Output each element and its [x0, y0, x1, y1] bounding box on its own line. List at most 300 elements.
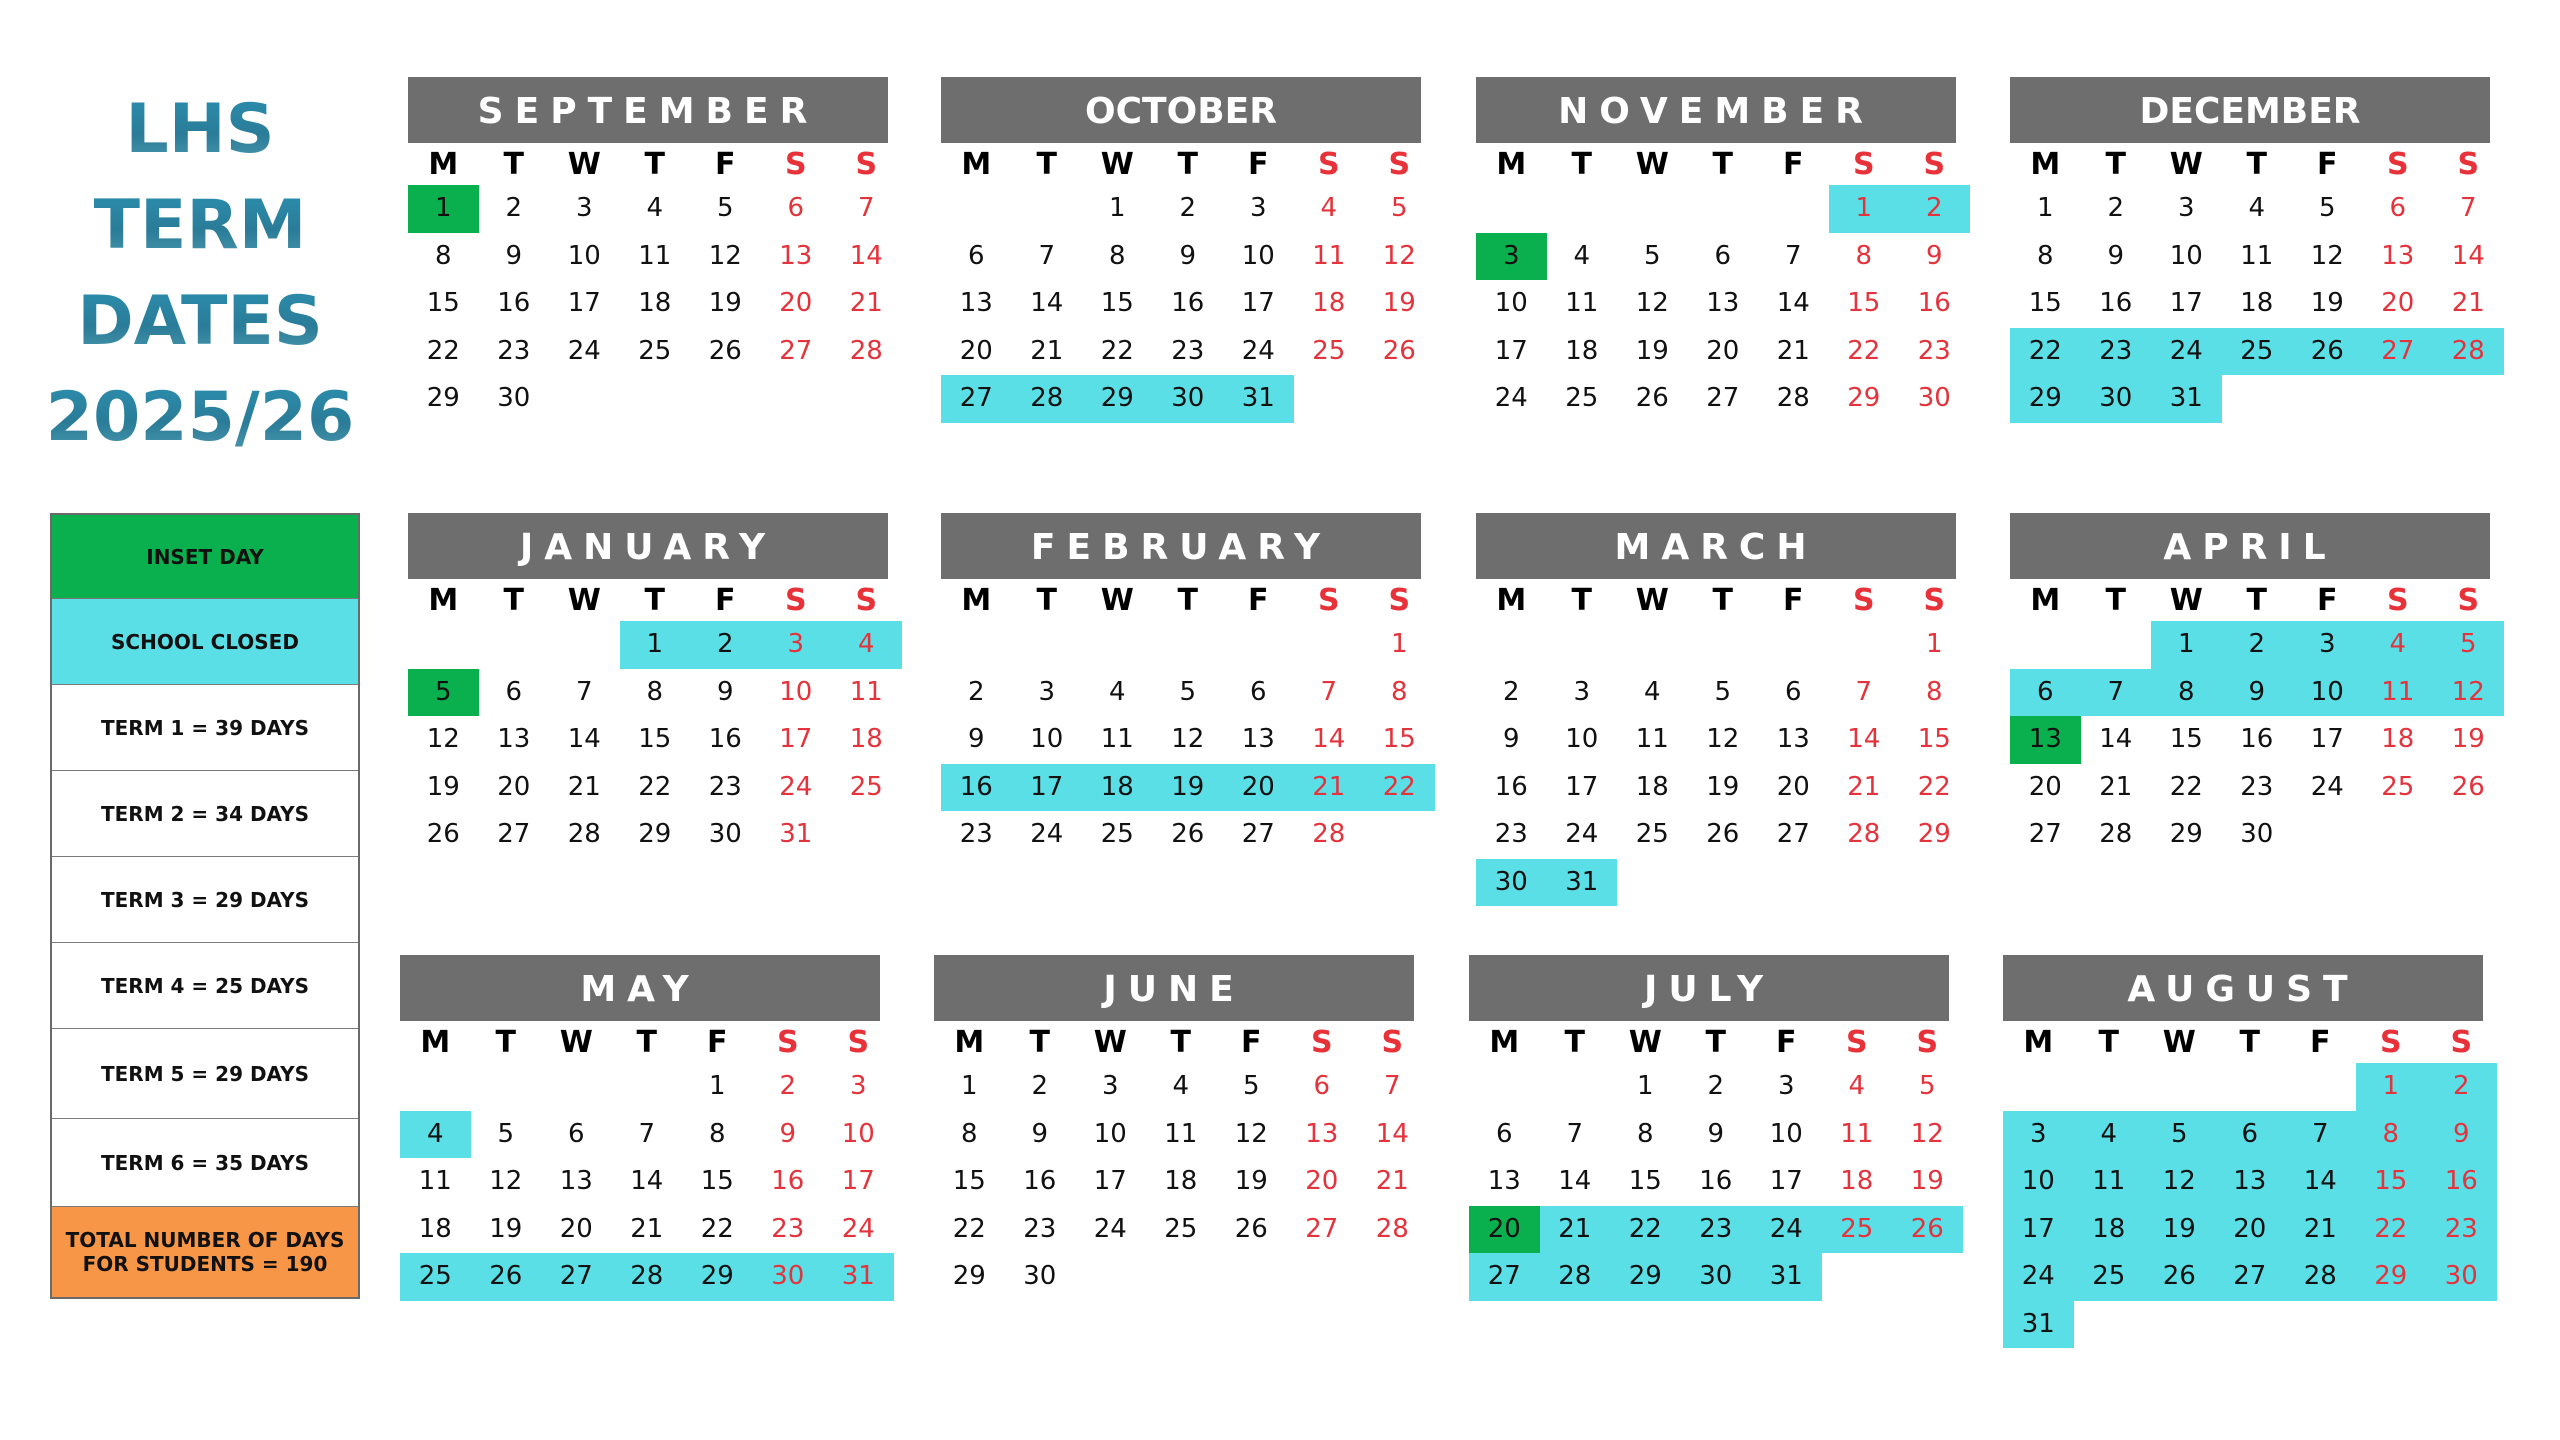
day-cell: 25	[1164, 1213, 1198, 1244]
day-cell: 4	[2074, 1111, 2145, 1159]
day-cell: 14	[1776, 288, 1810, 318]
day-cell: 17	[567, 288, 601, 318]
weekday-header: F	[1248, 147, 1269, 182]
day-cell: 10	[1241, 240, 1275, 271]
day-cell: 9	[2426, 1111, 2497, 1159]
legend-item-total: TOTAL NUMBER OF DAYS FOR STUDENTS = 190	[52, 1207, 358, 1297]
day-cell: 10	[1769, 1118, 1803, 1149]
weekday-header: S	[1317, 147, 1340, 182]
day-cell: 16	[1023, 1166, 1057, 1196]
day-cell: 17	[1241, 288, 1275, 318]
day-cell: 23	[1023, 1213, 1057, 1244]
day-cell: 23	[1171, 335, 1205, 366]
month-august	[2003, 955, 2483, 1348]
day-cell: 16	[2240, 724, 2274, 754]
day-cell: 29	[426, 383, 460, 413]
day-cell: 25	[1312, 335, 1346, 366]
day-cell: 7	[2081, 669, 2152, 717]
day-cell: 28	[1375, 1213, 1409, 1244]
month-days-grid	[934, 1021, 1414, 1301]
day-cell: 14	[1375, 1118, 1409, 1149]
day-cell: 22	[426, 335, 460, 366]
day-cell: 4	[1108, 676, 1126, 707]
day-cell: 19	[1635, 335, 1669, 366]
day-cell: 8	[1108, 240, 1126, 271]
day-cell: 19	[708, 288, 742, 318]
empty-cell	[1758, 185, 1829, 233]
day-cell: 8	[1636, 1118, 1654, 1149]
weekday-header: W	[567, 583, 601, 618]
weekday-header: T	[644, 147, 665, 182]
day-cell: 29	[2010, 375, 2081, 423]
weekday-header: T	[1705, 1025, 1726, 1060]
day-cell: 3	[1249, 193, 1267, 223]
day-cell: 25	[400, 1253, 471, 1301]
day-cell: 2	[2107, 193, 2125, 223]
day-cell: 25	[638, 335, 672, 366]
weekday-header: F	[707, 1025, 728, 1060]
day-cell: 11	[2074, 1158, 2145, 1206]
day-cell: 23	[771, 1213, 805, 1244]
day-cell: 15	[1628, 1166, 1662, 1196]
day-cell: 15	[638, 724, 672, 754]
month-april	[2010, 513, 2490, 859]
day-cell: 24	[1751, 1206, 1822, 1254]
month-october	[941, 77, 1421, 423]
day-cell: 27	[1706, 383, 1740, 413]
weekday-header: S	[1923, 147, 1946, 182]
day-cell: 15	[952, 1166, 986, 1196]
day-cell: 21	[1540, 1206, 1611, 1254]
day-cell: 22	[700, 1213, 734, 1244]
day-cell: 29	[2169, 819, 2203, 849]
weekday-header: S	[1923, 583, 1946, 618]
day-cell: 30	[2426, 1253, 2497, 1301]
day-cell: 25	[849, 771, 883, 802]
month-days-grid	[1476, 143, 1956, 423]
month-days-grid	[1476, 579, 1956, 906]
day-cell: 3	[2003, 1111, 2074, 1159]
day-cell: 21	[1776, 335, 1810, 366]
day-cell: 20	[779, 288, 813, 318]
legend-item-plain: TERM 4 = 25 DAYS	[52, 943, 358, 1029]
day-cell: 9	[716, 676, 734, 707]
day-cell: 10	[567, 240, 601, 271]
day-cell: 8	[1390, 676, 1408, 707]
day-cell: 17	[1093, 1166, 1127, 1196]
day-cell: 18	[2381, 724, 2415, 754]
empty-cell	[400, 1063, 471, 1111]
day-cell: 28	[1012, 375, 1083, 423]
day-cell: 27	[541, 1253, 612, 1301]
weekday-header: T	[1712, 583, 1733, 618]
empty-cell	[549, 621, 620, 669]
day-cell: 16	[2099, 288, 2133, 318]
day-cell: 12	[1706, 724, 1740, 754]
day-cell: 9	[1031, 1118, 1049, 1149]
day-cell: 15	[1382, 724, 1416, 754]
empty-cell	[1012, 621, 1083, 669]
day-cell: 24	[2003, 1253, 2074, 1301]
day-cell: 8	[434, 240, 452, 271]
day-cell: 5	[2144, 1111, 2215, 1159]
day-cell: 22	[1917, 771, 1951, 802]
month-days-grid	[941, 579, 1421, 859]
day-cell: 1	[408, 185, 479, 233]
day-cell: 17	[779, 724, 813, 754]
day-cell: 30	[497, 383, 531, 413]
weekday-header: S	[1381, 1025, 1404, 1060]
day-cell: 15	[1847, 288, 1881, 318]
day-cell: 18	[849, 724, 883, 754]
day-cell: 6	[2389, 193, 2407, 223]
day-cell: 9	[1707, 1118, 1725, 1149]
weekday-header: F	[2317, 147, 2338, 182]
day-cell: 21	[849, 288, 883, 318]
day-cell: 3	[575, 193, 593, 223]
month-title: JANUARY	[408, 513, 888, 579]
weekday-header: T	[1029, 1025, 1050, 1060]
day-cell: 24	[2151, 328, 2222, 376]
empty-cell	[479, 621, 550, 669]
day-cell: 25	[2074, 1253, 2145, 1301]
day-cell: 2	[1031, 1071, 1049, 1101]
month-june	[934, 955, 1414, 1301]
month-title: NOVEMBER	[1476, 77, 1956, 143]
day-cell: 29	[1082, 375, 1153, 423]
day-cell: 30	[1917, 383, 1951, 413]
month-title: MAY	[400, 955, 880, 1021]
day-cell: 1	[2356, 1063, 2427, 1111]
empty-cell	[2215, 1063, 2286, 1111]
day-cell: 25	[1100, 819, 1134, 849]
day-cell: 14	[1847, 724, 1881, 754]
title-line: TERM	[20, 178, 380, 274]
day-cell: 15	[1100, 288, 1134, 318]
day-cell: 2	[1502, 676, 1520, 707]
day-cell: 30	[2240, 819, 2274, 849]
day-cell: 17	[1494, 335, 1528, 366]
day-cell: 10	[2169, 240, 2203, 271]
day-cell: 5	[1643, 240, 1661, 271]
weekday-header: T	[2105, 147, 2126, 182]
day-cell: 26	[1171, 819, 1205, 849]
legend-item-inset: INSET DAY	[52, 515, 358, 599]
month-days-grid	[2003, 1021, 2483, 1348]
weekday-header: M	[428, 147, 459, 182]
month-september	[408, 77, 888, 423]
day-cell: 3	[1476, 233, 1547, 281]
day-cell: 10	[2003, 1158, 2074, 1206]
weekday-header: S	[855, 147, 878, 182]
month-january	[408, 513, 888, 859]
day-cell: 20	[559, 1213, 593, 1244]
empty-cell	[471, 1063, 542, 1111]
day-cell: 9	[2107, 240, 2125, 271]
weekday-header: T	[2098, 1025, 2119, 1060]
legend-item-plain: TERM 3 = 29 DAYS	[52, 857, 358, 943]
day-cell: 4	[646, 193, 664, 223]
day-cell: 4	[1172, 1071, 1190, 1101]
day-cell: 21	[2451, 288, 2485, 318]
day-cell: 8	[708, 1118, 726, 1149]
weekday-header: M	[2030, 147, 2061, 182]
day-cell: 5	[1918, 1071, 1936, 1101]
day-cell: 16	[1494, 771, 1528, 802]
day-cell: 28	[2099, 819, 2133, 849]
month-december	[2010, 77, 2490, 423]
day-cell: 22	[1847, 335, 1881, 366]
day-cell: 14	[1030, 288, 1064, 318]
empty-cell	[1223, 621, 1294, 669]
weekday-header: S	[1852, 147, 1875, 182]
weekday-header: T	[495, 1025, 516, 1060]
weekday-header: W	[2162, 1025, 2196, 1060]
day-cell: 7	[1566, 1118, 1584, 1149]
day-cell: 13	[2381, 240, 2415, 271]
day-cell: 4	[1320, 193, 1338, 223]
day-cell: 17	[2310, 724, 2344, 754]
day-cell: 21	[1030, 335, 1064, 366]
month-days-grid	[408, 143, 888, 423]
weekday-header: W	[1628, 1025, 1662, 1060]
weekday-header: W	[1635, 147, 1669, 182]
day-cell: 10	[1494, 288, 1528, 318]
day-cell: 24	[1093, 1213, 1127, 1244]
day-cell: 16	[1171, 288, 1205, 318]
day-cell: 26	[426, 819, 460, 849]
day-cell: 6	[1714, 240, 1732, 271]
day-cell: 6	[2010, 669, 2081, 717]
day-cell: 9	[1502, 724, 1520, 754]
day-cell: 21	[1294, 764, 1365, 812]
day-cell: 22	[952, 1213, 986, 1244]
weekday-header: S	[1310, 1025, 1333, 1060]
day-cell: 14	[2451, 240, 2485, 271]
day-cell: 18	[1635, 771, 1669, 802]
day-cell: 1	[960, 1071, 978, 1101]
day-cell: 20	[2381, 288, 2415, 318]
day-cell: 27	[941, 375, 1012, 423]
day-cell: 29	[952, 1261, 986, 1291]
day-cell: 5	[1714, 676, 1732, 707]
empty-cell	[408, 621, 479, 669]
empty-cell	[1294, 621, 1365, 669]
day-cell: 13	[1305, 1118, 1339, 1149]
day-cell: 24	[1494, 383, 1528, 413]
day-cell: 6	[1495, 1118, 1513, 1149]
month-february	[941, 513, 1421, 859]
day-cell: 12	[1171, 724, 1205, 754]
day-cell: 6	[1784, 676, 1802, 707]
day-cell: 13	[1487, 1166, 1521, 1196]
day-cell: 6	[1249, 676, 1267, 707]
month-days-grid	[408, 579, 888, 859]
day-cell: 10	[1093, 1118, 1127, 1149]
day-cell: 11	[849, 676, 883, 707]
day-cell: 11	[1164, 1118, 1198, 1149]
day-cell: 25	[1635, 819, 1669, 849]
empty-cell	[541, 1063, 612, 1111]
day-cell: 31	[1223, 375, 1294, 423]
day-cell: 17	[2169, 288, 2203, 318]
day-cell: 3	[1573, 676, 1591, 707]
day-cell: 3	[761, 621, 832, 669]
weekday-header: T	[2105, 583, 2126, 618]
day-cell: 15	[2356, 1158, 2427, 1206]
day-cell: 26	[1234, 1213, 1268, 1244]
weekday-header: F	[1783, 147, 1804, 182]
title-line: 2025/26	[20, 370, 380, 466]
weekday-header: T	[1170, 1025, 1191, 1060]
day-cell: 14	[1558, 1166, 1592, 1196]
day-cell: 7	[575, 676, 593, 707]
month-november	[1476, 77, 1956, 423]
day-cell: 24	[1565, 819, 1599, 849]
empty-cell	[2144, 1063, 2215, 1111]
weekday-header: S	[2386, 147, 2409, 182]
empty-cell	[1540, 1063, 1611, 1111]
day-cell: 1	[1829, 185, 1900, 233]
month-days-grid	[400, 1021, 880, 1301]
day-cell: 20	[1706, 335, 1740, 366]
day-cell: 30	[708, 819, 742, 849]
weekday-header: F	[1248, 583, 1269, 618]
day-cell: 6	[1313, 1071, 1331, 1101]
day-cell: 11	[1840, 1118, 1874, 1149]
day-cell: 12	[2433, 669, 2504, 717]
day-cell: 21	[1847, 771, 1881, 802]
day-cell: 27	[1305, 1213, 1339, 1244]
weekday-header: F	[2317, 583, 2338, 618]
day-cell: 28	[1312, 819, 1346, 849]
day-cell: 20	[959, 335, 993, 366]
day-cell: 9	[2222, 669, 2293, 717]
day-cell: 30	[753, 1253, 824, 1301]
weekday-header: M	[1496, 583, 1527, 618]
weekday-header: S	[776, 1025, 799, 1060]
day-cell: 15	[2169, 724, 2203, 754]
day-cell: 19	[1153, 764, 1224, 812]
day-cell: 27	[1241, 819, 1275, 849]
day-cell: 7	[1320, 676, 1338, 707]
page-title	[20, 82, 380, 466]
weekday-header: S	[2379, 1025, 2402, 1060]
day-cell: 30	[1476, 859, 1547, 907]
day-cell: 21	[567, 771, 601, 802]
day-cell: 25	[2222, 328, 2293, 376]
day-cell: 12	[1234, 1118, 1268, 1149]
day-cell: 28	[1540, 1253, 1611, 1301]
weekday-header: S	[1317, 583, 1340, 618]
day-cell: 24	[1241, 335, 1275, 366]
day-cell: 26	[1706, 819, 1740, 849]
day-cell: 19	[2310, 288, 2344, 318]
day-cell: 19	[426, 771, 460, 802]
day-cell: 26	[2144, 1253, 2215, 1301]
day-cell: 14	[2099, 724, 2133, 754]
weekday-header: S	[1916, 1025, 1939, 1060]
day-cell: 2	[779, 1071, 797, 1101]
day-cell: 7	[2459, 193, 2477, 223]
day-cell: 30	[1681, 1253, 1752, 1301]
day-cell: 31	[2003, 1301, 2074, 1349]
weekday-header: S	[855, 583, 878, 618]
month-title: APRIL	[2010, 513, 2490, 579]
title-line: LHS	[20, 82, 380, 178]
day-cell: 27	[497, 819, 531, 849]
weekday-header: T	[1177, 147, 1198, 182]
day-cell: 28	[2433, 328, 2504, 376]
day-cell: 14	[2285, 1158, 2356, 1206]
legend-item-plain: TERM 1 = 39 DAYS	[52, 685, 358, 771]
day-cell: 2	[1707, 1071, 1725, 1101]
weekday-header: M	[1489, 1025, 1520, 1060]
day-cell: 27	[779, 335, 813, 366]
empty-cell	[941, 185, 1012, 233]
empty-cell	[1082, 621, 1153, 669]
day-cell: 12	[708, 240, 742, 271]
day-cell: 5	[716, 193, 734, 223]
day-cell: 14	[567, 724, 601, 754]
day-cell: 5	[2433, 621, 2504, 669]
day-cell: 26	[2292, 328, 2363, 376]
empty-cell	[1688, 621, 1759, 669]
weekday-header: W	[1093, 1025, 1127, 1060]
day-cell: 20	[1776, 771, 1810, 802]
day-cell: 10	[779, 676, 813, 707]
month-title: MARCH	[1476, 513, 1956, 579]
month-title: DECEMBER	[2010, 77, 2490, 143]
day-cell: 3	[2292, 621, 2363, 669]
weekday-header: S	[2450, 1025, 2473, 1060]
day-cell: 12	[1910, 1118, 1944, 1149]
day-cell: 1	[2036, 193, 2054, 223]
day-cell: 15	[426, 288, 460, 318]
day-cell: 3	[1777, 1071, 1795, 1101]
day-cell: 2	[2426, 1063, 2497, 1111]
empty-cell	[1012, 185, 1083, 233]
day-cell: 19	[1234, 1166, 1268, 1196]
day-cell: 18	[2074, 1206, 2145, 1254]
day-cell: 16	[2426, 1158, 2497, 1206]
day-cell: 24	[841, 1213, 875, 1244]
month-title: JUNE	[934, 955, 1414, 1021]
empty-cell	[2003, 1063, 2074, 1111]
weekday-header: S	[784, 147, 807, 182]
day-cell: 6	[967, 240, 985, 271]
day-cell: 16	[941, 764, 1012, 812]
day-cell: 20	[2028, 771, 2062, 802]
month-title: FEBRUARY	[941, 513, 1421, 579]
empty-cell	[1617, 621, 1688, 669]
day-cell: 4	[831, 621, 902, 669]
weekday-header: F	[715, 147, 736, 182]
weekday-header: T	[1571, 147, 1592, 182]
day-cell: 31	[2151, 375, 2222, 423]
day-cell: 23	[708, 771, 742, 802]
weekday-header: S	[1845, 1025, 1868, 1060]
month-days-grid	[1469, 1021, 1949, 1301]
day-cell: 11	[418, 1166, 452, 1196]
weekday-header: W	[1100, 147, 1134, 182]
day-cell: 26	[1635, 383, 1669, 413]
day-cell: 8	[2036, 240, 2054, 271]
day-cell: 19	[1706, 771, 1740, 802]
weekday-header: S	[2386, 583, 2409, 618]
day-cell: 15	[700, 1166, 734, 1196]
day-cell: 4	[400, 1111, 471, 1159]
